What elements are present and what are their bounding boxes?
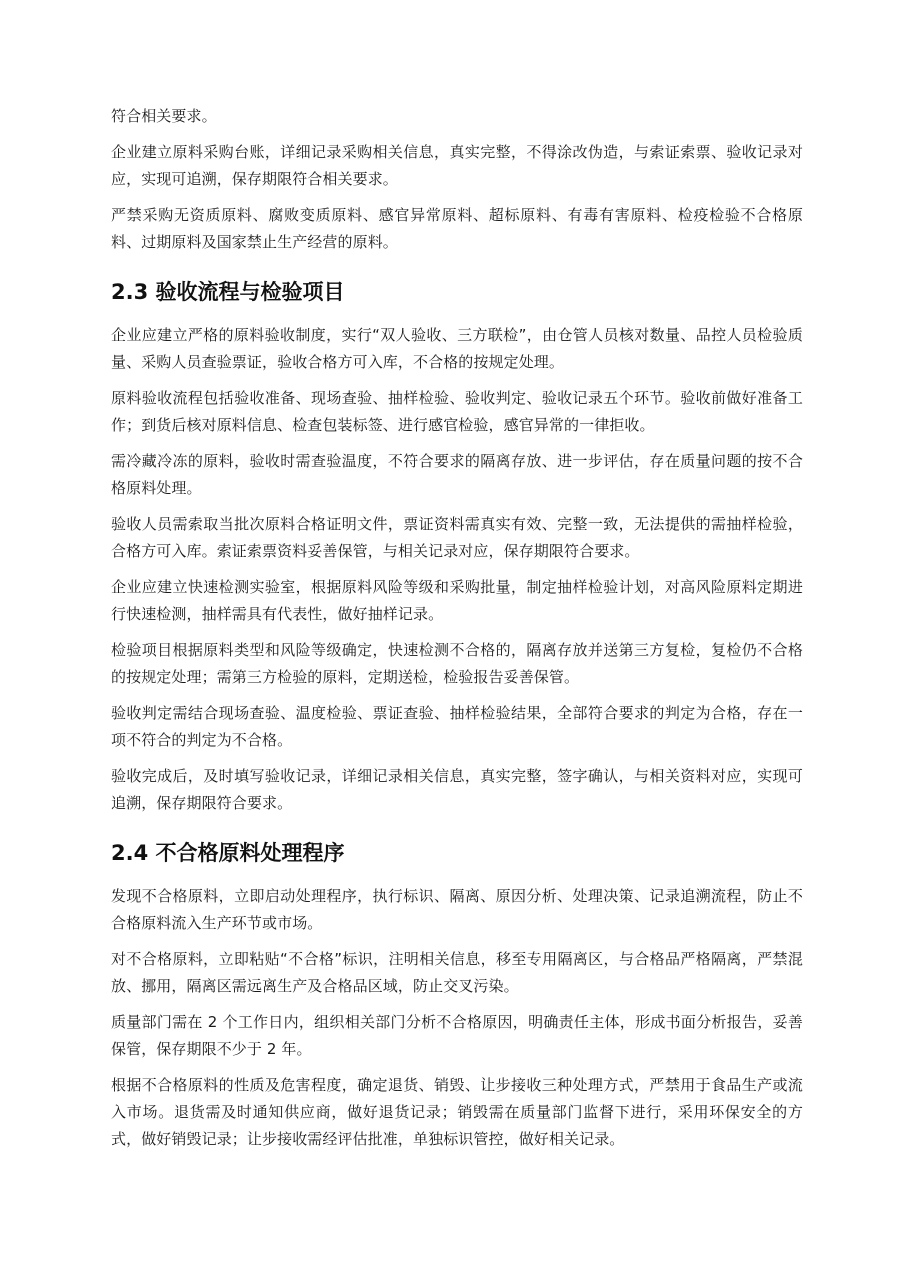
section-2-3-paragraph-1: 企业应建立严格的原料验收制度，实行“双人验收、三方联检”，由仓管人员核对数量、品控人员检验质量、采购人员查验票证，验收合格方可入库，不合格的按规定处理。 — [111, 326, 803, 371]
section-2-3-paragraph-4: 验收人员需索取当批次原料合格证明文件，票证资料需真实有效、完整一致，无法提供的需抽样检验，合格方可入库。索证索票资料妥善保管，与相关记录对应，保存期限符合要求。 — [111, 515, 803, 560]
document-body — [111, 103, 803, 1162]
section-2-3-paragraph-2: 原料验收流程包括验收准备、现场查验、抽样检验、验收判定、验收记录五个环节。验收前做好准备工作；到货后核对原料信息、检查包装标签、进行感官检验，感官异常的一律拒收。 — [111, 389, 803, 434]
section-2-3-paragraph-5: 企业应建立快速检测实验室，根据原料风险等级和采购批量，制定抽样检验计划，对高风险原料定期进行快速检测，抽样需具有代表性，做好抽样记录。 — [111, 578, 803, 623]
intro-paragraph-1: 符合相关要求。 — [111, 107, 217, 125]
intro-paragraph-2: 企业建立原料采购台账，详细记录采购相关信息，真实完整，不得涂改伪造，与索证索票、验收记录对应，实现可追溯，保存期限符合相关要求。 — [111, 143, 803, 188]
section-2-4-paragraph-4: 根据不合格原料的性质及危害程度，确定退货、销毁、让步接收三种处理方式，严禁用于食品生产或流入市场。退货需及时通知供应商，做好退货记录；销毁需在质量部门监督下进行，采用环保安全的方式，做好销毁记录；让步接收需经评估批准，单独标识管控，做好相关记录。 — [111, 1076, 803, 1148]
section-2-3-paragraph-8: 验收完成后，及时填写验收记录，详细记录相关信息，真实完整，签字确认，与相关资料对应，实现可追溯，保存期限符合要求。 — [111, 767, 803, 812]
intro-paragraph-3: 严禁采购无资质原料、腐败变质原料、感官异常原料、超标原料、有毒有害原料、检疫检验不合格原料、过期原料及国家禁止生产经营的原料。 — [111, 206, 803, 251]
section-heading-2-3: 2.3 验收流程与检验项目 — [111, 280, 345, 304]
section-2-4-paragraph-2: 对不合格原料，立即粘贴“不合格”标识，注明相关信息，移至专用隔离区，与合格品严格隔离，严禁混放、挪用，隔离区需远离生产及合格品区域，防止交叉污染。 — [111, 950, 803, 995]
section-2-3-paragraph-6: 检验项目根据原料类型和风险等级确定，快速检测不合格的，隔离存放并送第三方复检，复检仍不合格的按规定处理；需第三方检验的原料，定期送检，检验报告妥善保管。 — [111, 641, 803, 686]
section-2-4-paragraph-3: 质量部门需在 2 个工作日内，组织相关部门分析不合格原因，明确责任主体，形成书面分析报告，妥善保管，保存期限不少于 2 年。 — [111, 1013, 803, 1058]
section-2-4-paragraph-1: 发现不合格原料，立即启动处理程序，执行标识、隔离、原因分析、处理决策、记录追溯流程，防止不合格原料流入生产环节或市场。 — [111, 887, 803, 932]
section-2-3-paragraph-3: 需冷藏冷冻的原料，验收时需查验温度，不符合要求的隔离存放、进一步评估，存在质量问题的按不合格原料处理。 — [111, 452, 803, 497]
section-heading-2-4: 2.4 不合格原料处理程序 — [111, 841, 345, 865]
section-2-3-paragraph-7: 验收判定需结合现场查验、温度检验、票证查验、抽样检验结果，全部符合要求的判定为合格，存在一项不符合的判定为不合格。 — [111, 704, 803, 749]
